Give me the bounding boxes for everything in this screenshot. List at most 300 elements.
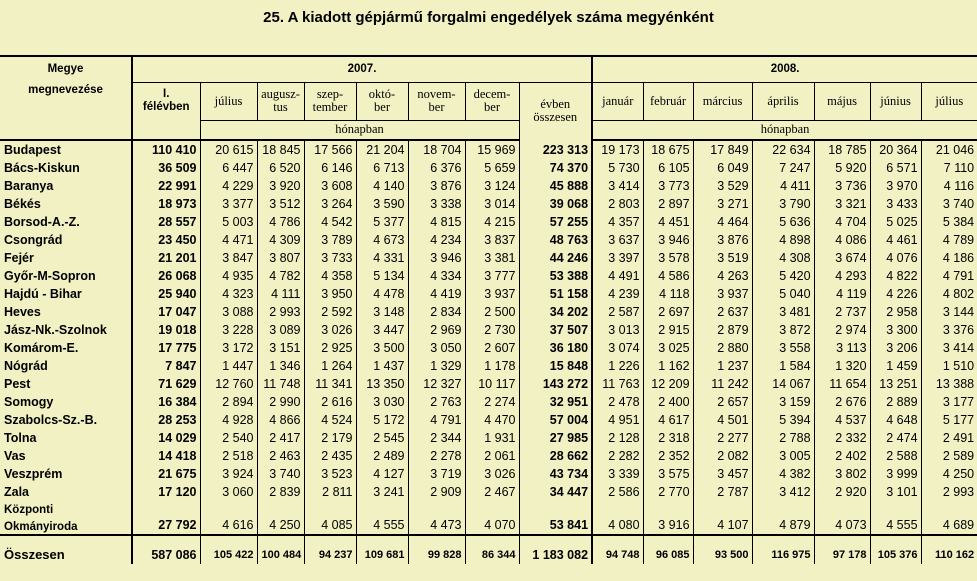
month-value-2008: 2 788 — [752, 429, 814, 447]
month-value-2007: 4 215 — [465, 213, 519, 231]
month-value-2007: 2 518 — [200, 447, 257, 465]
month-value-2007: 3 172 — [200, 339, 257, 357]
half-year-line-1: I. — [163, 88, 170, 101]
month-value-2008: 3 481 — [752, 303, 814, 321]
month-value-2007: 5 377 — [356, 213, 408, 231]
month-header-line: ber — [428, 100, 445, 114]
month-value-2007: 1 178 — [465, 357, 519, 375]
month-value-2007: 2 463 — [257, 447, 304, 465]
county-name: Tolna — [0, 429, 132, 447]
header-row-units — [0, 120, 977, 140]
month-value-2008: 14 067 — [752, 375, 814, 393]
half-year-value: 21 675 — [132, 465, 200, 483]
county-name-line: Központi — [4, 504, 54, 516]
month-value-2008: 2 787 — [693, 483, 752, 501]
month-value-2008: 4 648 — [870, 411, 921, 429]
month-value-2008: 11 654 — [814, 375, 870, 393]
table-row — [0, 535, 977, 564]
month-value-2008: 3 674 — [814, 249, 870, 267]
month-value-2008: 97 178 — [814, 535, 870, 564]
month-value-2008: 2 958 — [870, 303, 921, 321]
month-value-2007: 3 381 — [465, 249, 519, 267]
month-value-2007: 3 590 — [356, 195, 408, 213]
month-value-2008: 1 226 — [592, 357, 643, 375]
month-value-2008: 4 382 — [752, 465, 814, 483]
month-value-2008: 5 025 — [870, 213, 921, 231]
month-value-2007: 4 140 — [356, 177, 408, 195]
month-value-2007: 3 241 — [356, 483, 408, 501]
county-name: Szabolcs-Sz.-B. — [0, 411, 132, 429]
month-value-2007: 4 815 — [408, 213, 465, 231]
month-value-2008: 2 318 — [643, 429, 693, 447]
half-year-value: 14 029 — [132, 429, 200, 447]
month-header-2008: június — [870, 82, 921, 120]
county-name: Baranya — [0, 177, 132, 195]
table-row — [0, 159, 977, 177]
month-value-2008: 4 791 — [921, 267, 977, 285]
month-header-line: szep- — [316, 87, 344, 101]
month-value-2008: 4 250 — [921, 465, 977, 483]
half-year-value: 17 120 — [132, 483, 200, 501]
month-value-2008: 1 510 — [921, 357, 977, 375]
month-value-2008: 11 763 — [592, 375, 643, 393]
month-value-2007: 3 447 — [356, 321, 408, 339]
month-value-2007: 3 920 — [257, 177, 304, 195]
year-total-value: 53 841 — [519, 501, 592, 535]
month-value-2008: 3 159 — [752, 393, 814, 411]
month-value-2008: 4 951 — [592, 411, 643, 429]
month-value-2008: 21 046 — [921, 140, 977, 159]
year-total-value: 57 004 — [519, 411, 592, 429]
table-row — [0, 429, 977, 447]
month-value-2008: 4 555 — [870, 501, 921, 535]
month-value-2008: 4 822 — [870, 267, 921, 285]
month-value-2007: 2 179 — [304, 429, 356, 447]
month-value-2008: 4 464 — [693, 213, 752, 231]
month-value-2007: 2 894 — [200, 393, 257, 411]
month-value-2007: 5 134 — [356, 267, 408, 285]
month-value-2008: 105 376 — [870, 535, 921, 564]
month-value-2008: 3 339 — [592, 465, 643, 483]
month-value-2008: 93 500 — [693, 535, 752, 564]
month-value-2007: 1 264 — [304, 357, 356, 375]
month-value-2008: 3 529 — [693, 177, 752, 195]
month-header-2007 — [257, 82, 304, 120]
month-value-2008: 2 282 — [592, 447, 643, 465]
county-name: Bács-Kiskun — [0, 159, 132, 177]
month-value-2007: 4 866 — [257, 411, 304, 429]
month-value-2008: 4 617 — [643, 411, 693, 429]
month-header-2007 — [408, 82, 465, 120]
month-value-2008: 3 457 — [693, 465, 752, 483]
year-total-value: 15 848 — [519, 357, 592, 375]
month-value-2008: 11 242 — [693, 375, 752, 393]
header-row-years — [0, 56, 977, 82]
month-value-2008: 3 916 — [643, 501, 693, 535]
year-total-value: 143 272 — [519, 375, 592, 393]
month-value-2008: 3 433 — [870, 195, 921, 213]
month-value-2007: 5 003 — [200, 213, 257, 231]
month-value-2008: 4 308 — [752, 249, 814, 267]
county-header-1: Megye — [0, 56, 132, 82]
month-value-2008: 13 388 — [921, 375, 977, 393]
month-value-2007: 2 467 — [465, 483, 519, 501]
month-value-2008: 4 879 — [752, 501, 814, 535]
county-name: Hajdú - Bihar — [0, 285, 132, 303]
county-name: Összesen — [0, 535, 132, 564]
month-value-2008: 4 802 — [921, 285, 977, 303]
month-value-2008: 5 040 — [752, 285, 814, 303]
month-value-2008: 4 239 — [592, 285, 643, 303]
month-value-2007: 4 070 — [465, 501, 519, 535]
month-value-2007: 4 358 — [304, 267, 356, 285]
month-value-2007: 3 089 — [257, 321, 304, 339]
month-value-2007: 11 341 — [304, 375, 356, 393]
month-value-2008: 4 789 — [921, 231, 977, 249]
month-header-line: októ- — [368, 87, 396, 101]
month-header-line: ber — [374, 100, 390, 114]
month-value-2007: 2 909 — [408, 483, 465, 501]
month-value-2007: 3 148 — [356, 303, 408, 321]
county-name: Zala — [0, 483, 132, 501]
month-value-2007: 2 607 — [465, 339, 519, 357]
month-value-2007: 4 111 — [257, 285, 304, 303]
month-value-2008: 2 880 — [693, 339, 752, 357]
table-row — [0, 393, 977, 411]
month-value-2008: 5 177 — [921, 411, 977, 429]
month-value-2007: 3 014 — [465, 195, 519, 213]
month-value-2007: 4 555 — [356, 501, 408, 535]
month-value-2007: 2 616 — [304, 393, 356, 411]
table-row — [0, 411, 977, 429]
month-value-2008: 3 999 — [870, 465, 921, 483]
month-value-2007: 2 489 — [356, 447, 408, 465]
county-name-line: Okmányiroda — [4, 521, 78, 533]
month-value-2007: 1 931 — [465, 429, 519, 447]
year-total-value: 45 888 — [519, 177, 592, 195]
month-value-2007: 4 234 — [408, 231, 465, 249]
month-value-2008: 3 376 — [921, 321, 977, 339]
month-value-2008: 3 113 — [814, 339, 870, 357]
month-value-2007: 3 124 — [465, 177, 519, 195]
month-value-2007: 3 228 — [200, 321, 257, 339]
month-value-2008: 2 128 — [592, 429, 643, 447]
month-value-2007: 1 329 — [408, 357, 465, 375]
month-header-line: novem- — [417, 87, 456, 101]
half-year-value: 17 775 — [132, 339, 200, 357]
month-value-2007: 3 377 — [200, 195, 257, 213]
year-total-value: 39 068 — [519, 195, 592, 213]
month-value-2007: 2 839 — [257, 483, 304, 501]
month-value-2008: 3 802 — [814, 465, 870, 483]
month-value-2008: 2 803 — [592, 195, 643, 213]
month-value-2008: 3 578 — [643, 249, 693, 267]
month-value-2007: 3 026 — [304, 321, 356, 339]
county-name: Budapest — [0, 140, 132, 159]
month-value-2008: 2 491 — [921, 429, 977, 447]
month-value-2008: 1 320 — [814, 357, 870, 375]
month-value-2007: 2 730 — [465, 321, 519, 339]
month-value-2007: 6 713 — [356, 159, 408, 177]
county-name: Heves — [0, 303, 132, 321]
month-value-2008: 12 209 — [643, 375, 693, 393]
month-value-2008: 2 352 — [643, 447, 693, 465]
month-value-2008: 3 074 — [592, 339, 643, 357]
month-value-2007: 2 417 — [257, 429, 304, 447]
table-row — [0, 321, 977, 339]
table-row — [0, 357, 977, 375]
month-value-2007: 4 524 — [304, 411, 356, 429]
month-header-2008: február — [643, 82, 693, 120]
month-value-2007: 1 447 — [200, 357, 257, 375]
half-year-spacer — [132, 120, 200, 140]
month-value-2007: 2 993 — [257, 303, 304, 321]
month-value-2007: 4 331 — [356, 249, 408, 267]
month-value-2008: 2 478 — [592, 393, 643, 411]
table-row — [0, 375, 977, 393]
year-total-value: 223 313 — [519, 140, 592, 159]
half-year-value: 19 018 — [132, 321, 200, 339]
county-name — [0, 501, 132, 535]
month-value-2007: 18 704 — [408, 140, 465, 159]
month-value-2008: 2 974 — [814, 321, 870, 339]
month-value-2007: 2 592 — [304, 303, 356, 321]
month-value-2007: 15 969 — [465, 140, 519, 159]
year-total-line-1: évben — [540, 97, 571, 112]
county-name: Komárom-E. — [0, 339, 132, 357]
month-value-2007: 3 060 — [200, 483, 257, 501]
month-value-2008: 3 025 — [643, 339, 693, 357]
month-value-2007: 2 435 — [304, 447, 356, 465]
half-year-value: 17 047 — [132, 303, 200, 321]
year-total-value: 32 951 — [519, 393, 592, 411]
month-value-2008: 2 586 — [592, 483, 643, 501]
month-value-2008: 3 300 — [870, 321, 921, 339]
month-value-2008: 2 587 — [592, 303, 643, 321]
year-total-value: 48 763 — [519, 231, 592, 249]
year-total-line-2: összesen — [533, 110, 578, 125]
table-row — [0, 177, 977, 195]
table-row — [0, 285, 977, 303]
month-value-2008: 3 519 — [693, 249, 752, 267]
half-year-value: 71 629 — [132, 375, 200, 393]
month-value-2008: 2 474 — [870, 429, 921, 447]
month-value-2008: 7 110 — [921, 159, 977, 177]
half-year-value: 21 201 — [132, 249, 200, 267]
month-value-2007: 4 471 — [200, 231, 257, 249]
month-value-2008: 3 773 — [643, 177, 693, 195]
table-row — [0, 195, 977, 213]
month-value-2008: 6 571 — [870, 159, 921, 177]
month-value-2008: 4 501 — [693, 411, 752, 429]
month-value-2008: 3 946 — [643, 231, 693, 249]
year-total-header — [519, 82, 592, 140]
month-value-2008: 3 412 — [752, 483, 814, 501]
monthly-2007-label: hónapban — [200, 120, 519, 140]
month-value-2007: 13 350 — [356, 375, 408, 393]
month-value-2008: 6 049 — [693, 159, 752, 177]
month-value-2008: 5 394 — [752, 411, 814, 429]
month-value-2008: 2 400 — [643, 393, 693, 411]
month-value-2007: 3 030 — [356, 393, 408, 411]
month-value-2007: 4 542 — [304, 213, 356, 231]
month-value-2008: 4 119 — [814, 285, 870, 303]
month-header-line: tember — [312, 100, 348, 114]
year-total-value: 53 388 — [519, 267, 592, 285]
month-value-2007: 11 748 — [257, 375, 304, 393]
month-value-2007: 2 990 — [257, 393, 304, 411]
month-value-2008: 18 675 — [643, 140, 693, 159]
month-header-2008: január — [592, 82, 643, 120]
month-value-2008: 19 173 — [592, 140, 643, 159]
table-row — [0, 249, 977, 267]
month-value-2008: 3 736 — [814, 177, 870, 195]
table-row — [0, 339, 977, 357]
month-value-2008: 5 920 — [814, 159, 870, 177]
month-value-2008: 3 321 — [814, 195, 870, 213]
county-name: Borsod-A.-Z. — [0, 213, 132, 231]
month-value-2008: 2 588 — [870, 447, 921, 465]
month-value-2008: 13 251 — [870, 375, 921, 393]
month-header-line: ber — [484, 100, 500, 114]
month-value-2008: 3 937 — [693, 285, 752, 303]
month-value-2008: 3 575 — [643, 465, 693, 483]
month-value-2008: 116 975 — [752, 535, 814, 564]
month-value-2008: 22 634 — [752, 140, 814, 159]
month-header-2008: március — [693, 82, 752, 120]
month-header-2008: április — [752, 82, 814, 120]
year-total-value: 28 662 — [519, 447, 592, 465]
month-value-2008: 17 849 — [693, 140, 752, 159]
county-name: Pest — [0, 375, 132, 393]
month-value-2008: 2 697 — [643, 303, 693, 321]
month-value-2008: 2 770 — [643, 483, 693, 501]
month-value-2007: 4 127 — [356, 465, 408, 483]
month-value-2008: 2 332 — [814, 429, 870, 447]
month-value-2007: 4 419 — [408, 285, 465, 303]
month-value-2007: 6 520 — [257, 159, 304, 177]
half-year-value: 22 991 — [132, 177, 200, 195]
half-year-value: 23 450 — [132, 231, 200, 249]
county-name: Győr-M-Sopron — [0, 267, 132, 285]
month-value-2008: 3 876 — [693, 231, 752, 249]
registrations-table — [0, 55, 977, 564]
month-value-2007: 3 847 — [200, 249, 257, 267]
month-value-2007: 2 545 — [356, 429, 408, 447]
table-row — [0, 303, 977, 321]
month-header-line: decem- — [473, 87, 511, 101]
month-value-2007: 2 540 — [200, 429, 257, 447]
month-value-2007: 109 681 — [356, 535, 408, 564]
month-value-2007: 94 237 — [304, 535, 356, 564]
month-value-2008: 3 558 — [752, 339, 814, 357]
month-value-2007: 10 117 — [465, 375, 519, 393]
month-value-2008: 2 889 — [870, 393, 921, 411]
month-value-2007: 3 876 — [408, 177, 465, 195]
month-value-2008: 110 162 — [921, 535, 977, 564]
month-header-2008: május — [814, 82, 870, 120]
table-row — [0, 483, 977, 501]
month-value-2007: 4 673 — [356, 231, 408, 249]
month-value-2007: 3 608 — [304, 177, 356, 195]
table-title: 25. A kiadott gépjármű forgalmi engedélyek száma megyénként — [263, 9, 714, 26]
month-value-2007: 2 500 — [465, 303, 519, 321]
month-value-2008: 3 144 — [921, 303, 977, 321]
half-year-value: 36 509 — [132, 159, 200, 177]
month-value-2008: 2 993 — [921, 483, 977, 501]
month-value-2008: 2 657 — [693, 393, 752, 411]
year-total-value: 74 370 — [519, 159, 592, 177]
year-total-value: 43 734 — [519, 465, 592, 483]
half-year-value: 16 384 — [132, 393, 200, 411]
year-total-value: 36 180 — [519, 339, 592, 357]
month-value-2007: 3 946 — [408, 249, 465, 267]
year-total-value: 34 202 — [519, 303, 592, 321]
table-row — [0, 267, 977, 285]
county-header-2: megnevezése — [0, 82, 132, 120]
year-2007-header: 2007. — [132, 56, 592, 82]
table-row — [0, 213, 977, 231]
month-value-2007: 1 437 — [356, 357, 408, 375]
month-value-2007: 2 274 — [465, 393, 519, 411]
month-value-2008: 3 013 — [592, 321, 643, 339]
month-value-2008: 4 076 — [870, 249, 921, 267]
month-value-2007: 3 807 — [257, 249, 304, 267]
month-value-2007: 1 346 — [257, 357, 304, 375]
year-total-value: 37 507 — [519, 321, 592, 339]
month-value-2007: 3 264 — [304, 195, 356, 213]
month-value-2007: 3 050 — [408, 339, 465, 357]
month-value-2007: 3 733 — [304, 249, 356, 267]
month-value-2007: 21 204 — [356, 140, 408, 159]
county-name: Nógrád — [0, 357, 132, 375]
month-value-2007: 100 484 — [257, 535, 304, 564]
month-value-2008: 3 414 — [592, 177, 643, 195]
month-value-2007: 3 719 — [408, 465, 465, 483]
month-value-2008: 2 402 — [814, 447, 870, 465]
month-value-2007: 4 791 — [408, 411, 465, 429]
month-value-2007: 12 760 — [200, 375, 257, 393]
half-year-value: 28 253 — [132, 411, 200, 429]
year-total-value: 27 985 — [519, 429, 592, 447]
month-value-2008: 2 915 — [643, 321, 693, 339]
half-year-value: 18 973 — [132, 195, 200, 213]
half-year-value: 14 418 — [132, 447, 200, 465]
month-value-2007: 2 278 — [408, 447, 465, 465]
month-value-2007: 5 659 — [465, 159, 519, 177]
month-value-2008: 2 897 — [643, 195, 693, 213]
month-value-2008: 4 537 — [814, 411, 870, 429]
month-value-2008: 5 636 — [752, 213, 814, 231]
month-value-2008: 96 085 — [643, 535, 693, 564]
month-value-2008: 1 459 — [870, 357, 921, 375]
month-value-2007: 86 344 — [465, 535, 519, 564]
month-value-2008: 2 920 — [814, 483, 870, 501]
month-header-line: tus — [273, 100, 288, 114]
month-value-2008: 3 970 — [870, 177, 921, 195]
month-header-2007 — [356, 82, 408, 120]
month-value-2008: 4 586 — [643, 267, 693, 285]
month-value-2008: 5 420 — [752, 267, 814, 285]
month-header-line: augusz- — [261, 87, 300, 101]
month-value-2007: 3 026 — [465, 465, 519, 483]
month-value-2008: 3 206 — [870, 339, 921, 357]
month-value-2007: 3 789 — [304, 231, 356, 249]
month-value-2008: 4 689 — [921, 501, 977, 535]
month-value-2008: 4 086 — [814, 231, 870, 249]
month-value-2007: 4 786 — [257, 213, 304, 231]
month-value-2008: 4 898 — [752, 231, 814, 249]
